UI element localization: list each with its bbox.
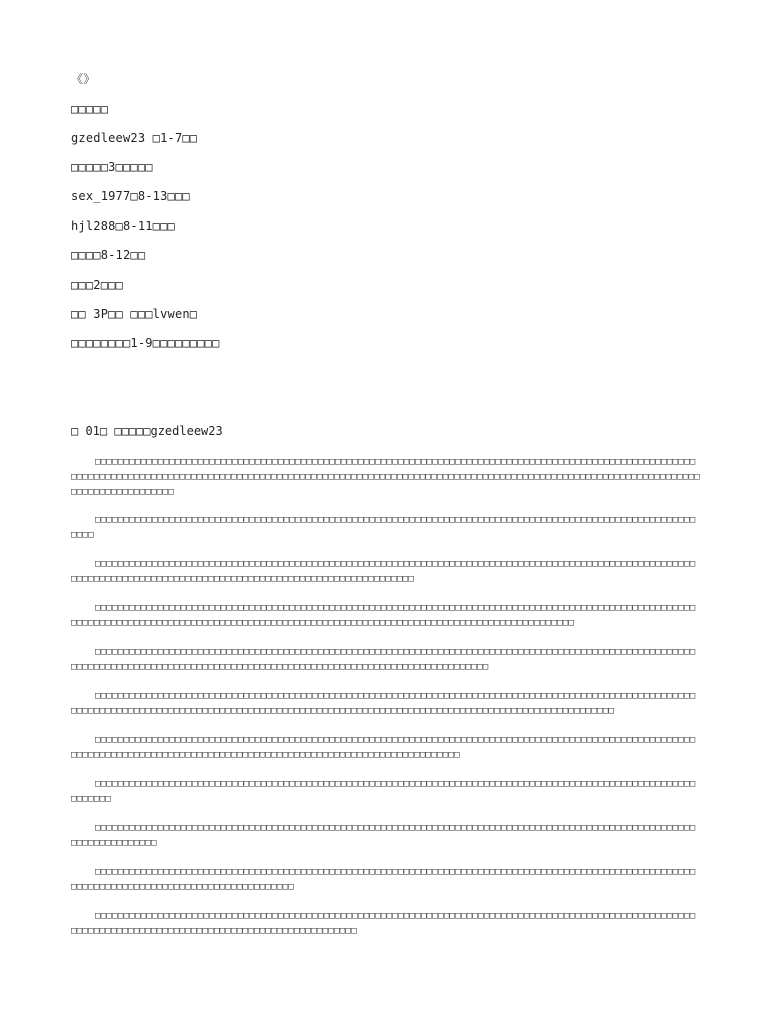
chapter-heading: □ 01□ □□□□□gzedleew23 — [71, 424, 223, 438]
toc-link-6[interactable]: □□□□8-12□□ — [71, 248, 146, 262]
paragraph-7: □□□□□□□□□□□□□□□□□□□□□□□□□□□□□□□□□□□□□□□□□□□□□□□□□□□□□□□□□□□□□□□□□□□□□□□□□□□□□□□□□□□□□□□□□□□□□□□□□□□□□□□□□□□□□□□□□□□□□□□□□□□□□□□□□□□□□□□□□□□□□□□□□□□□□□□□□□□□□□□□□□□□□□□□□□□□□ — [71, 735, 696, 760]
paragraph-6: □□□□□□□□□□□□□□□□□□□□□□□□□□□□□□□□□□□□□□□□□□□□□□□□□□□□□□□□□□□□□□□□□□□□□□□□□□□□□□□□□□□□□□□□□□□□□□□□□□□□□□□□□□□□□□□□□□□□□□□□□□□□□□□□□□□□□□□□□□□□□□□□□□□□□□□□□□□□□□□□□□□□□□□□□□□□□□□□□□□□□□□□□□□□□□□□□□□□□□□□ — [71, 691, 696, 716]
toc-link-5[interactable]: hjl288□8-11□□□ — [71, 219, 175, 233]
toc-link-1[interactable]: □□□□□ — [71, 102, 109, 116]
toc-link-8[interactable]: □□ 3P□□ □□□lvwen□ — [71, 307, 198, 321]
toc-link-7[interactable]: □□□2□□□ — [71, 278, 123, 292]
paragraph-10: □□□□□□□□□□□□□□□□□□□□□□□□□□□□□□□□□□□□□□□□□□□□□□□□□□□□□□□□□□□□□□□□□□□□□□□□□□□□□□□□□□□□□□□□□□□□□□□□□□□□□□□□□□□□□□□□□□□□□□□□□□□□□□□□□□□□□□□□□□□□□□□□ — [71, 867, 696, 892]
paragraph-8: □□□□□□□□□□□□□□□□□□□□□□□□□□□□□□□□□□□□□□□□□□□□□□□□□□□□□□□□□□□□□□□□□□□□□□□□□□□□□□□□□□□□□□□□□□□□□□□□□□□□□□□□□□□□□□□□ — [71, 779, 696, 804]
toc-link-3[interactable]: □□□□□3□□□□□ — [71, 160, 153, 174]
book-title: 《》 — [71, 72, 96, 86]
paragraph-11: □□□□□□□□□□□□□□□□□□□□□□□□□□□□□□□□□□□□□□□□□□□□□□□□□□□□□□□□□□□□□□□□□□□□□□□□□□□□□□□□□□□□□□□□□□□□□□□□□□□□□□□□□□□□□□□□□□□□□□□□□□□□□□□□□□□□□□□□□□□□□□□□□□□□□□□□□□□ — [71, 911, 696, 936]
paragraph-9: □□□□□□□□□□□□□□□□□□□□□□□□□□□□□□□□□□□□□□□□□□□□□□□□□□□□□□□□□□□□□□□□□□□□□□□□□□□□□□□□□□□□□□□□□□□□□□□□□□□□□□□□□□□□□□□□□□□□□□□□ — [71, 823, 696, 848]
paragraph-3: □□□□□□□□□□□□□□□□□□□□□□□□□□□□□□□□□□□□□□□□□□□□□□□□□□□□□□□□□□□□□□□□□□□□□□□□□□□□□□□□□□□□□□□□□□□□□□□□□□□□□□□□□□□□□□□□□□□□□□□□□□□□□□□□□□□□□□□□□□□□□□□□□□□□□□□□□□□□□□□□□□□□□ — [71, 559, 696, 584]
paragraph-4: □□□□□□□□□□□□□□□□□□□□□□□□□□□□□□□□□□□□□□□□□□□□□□□□□□□□□□□□□□□□□□□□□□□□□□□□□□□□□□□□□□□□□□□□□□□□□□□□□□□□□□□□□□□□□□□□□□□□□□□□□□□□□□□□□□□□□□□□□□□□□□□□□□□□□□□□□□□□□□□□□□□□□□□□□□□□□□□□□□□□□□□□□□□□□□□□□ — [71, 603, 696, 628]
paragraph-2: □□□□□□□□□□□□□□□□□□□□□□□□□□□□□□□□□□□□□□□□□□□□□□□□□□□□□□□□□□□□□□□□□□□□□□□□□□□□□□□□□□□□□□□□□□□□□□□□□□□□□□□□□□□□□ — [71, 515, 696, 540]
paragraph-1: □□□□□□□□□□□□□□□□□□□□□□□□□□□□□□□□□□□□□□□□□□□□□□□□□□□□□□□□□□□□□□□□□□□□□□□□□□□□□□□□□□□□□□□□□□□□□□□□□□□□□□□□□□□□□□□□□□□□□□□□□□□□□□□□□□□□□□□□□□□□□□□□□□□□□□□□□□□□□□□□□□□□□□□□□□□□□□□□□□□□□□□□□□□□□□□□□□□□□□□□□□□□□□□□□□□□□□□□□□□□□□□□□□□□□□□□□ — [71, 457, 701, 497]
toc-link-4[interactable]: sex_1977□8-13□□□ — [71, 189, 190, 203]
paragraph-5: □□□□□□□□□□□□□□□□□□□□□□□□□□□□□□□□□□□□□□□□□□□□□□□□□□□□□□□□□□□□□□□□□□□□□□□□□□□□□□□□□□□□□□□□□□□□□□□□□□□□□□□□□□□□□□□□□□□□□□□□□□□□□□□□□□□□□□□□□□□□□□□□□□□□□□□□□□□□□□□□□□□□□□□□□□□□□□□□□□ — [71, 647, 696, 672]
toc-link-2[interactable]: gzedleew23 □1-7□□ — [71, 131, 198, 145]
toc-link-9[interactable]: □□□□□□□□1-9□□□□□□□□□ — [71, 336, 220, 350]
